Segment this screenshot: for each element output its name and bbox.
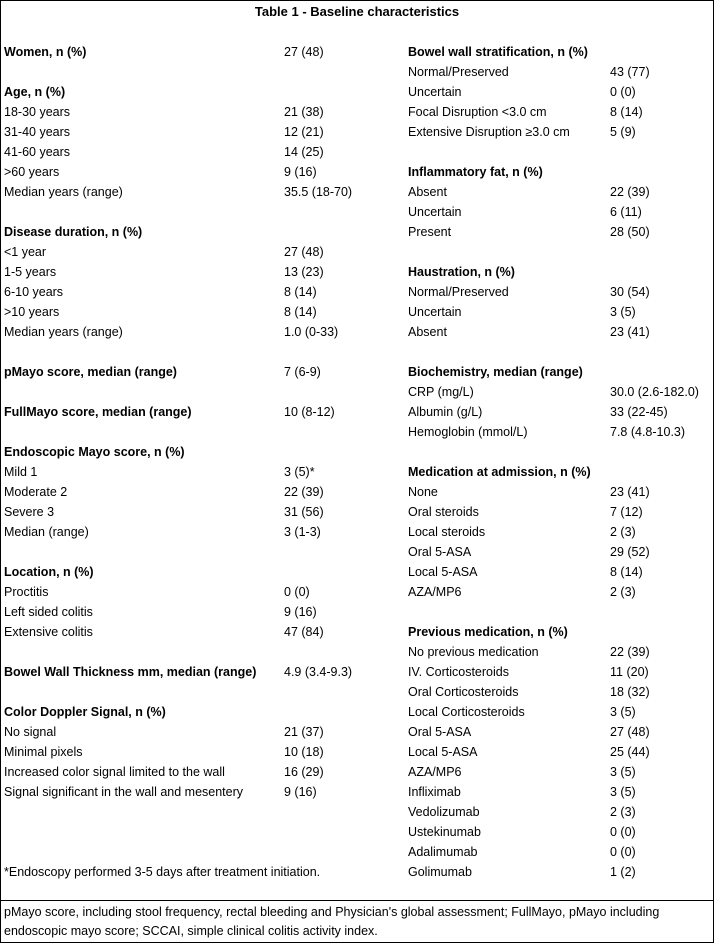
- row-label: Increased color signal limited to the wall: [4, 765, 225, 779]
- row-value: 22 (39): [610, 645, 650, 659]
- row-value: 27 (48): [610, 725, 650, 739]
- row-label: Extensive colitis: [4, 625, 93, 639]
- table-row: [408, 862, 712, 882]
- section-header-row: [408, 162, 712, 182]
- table-row: [408, 122, 712, 142]
- row-value: 23 (41): [610, 485, 650, 499]
- row-label: Present: [408, 225, 452, 239]
- row-spacer: [408, 242, 712, 262]
- table-row: [408, 482, 712, 502]
- row-label: Uncertain: [408, 205, 462, 219]
- row-label: Signal significant in the wall and mesentery: [4, 785, 244, 799]
- table-row: [408, 322, 712, 342]
- row-label: No previous medication: [408, 645, 539, 659]
- row-spacer: [4, 342, 400, 362]
- row-value: 21 (37): [284, 725, 324, 739]
- table-row: [4, 602, 400, 622]
- row-label: Oral 5-ASA: [408, 545, 472, 559]
- row-value: 14 (25): [284, 145, 324, 159]
- row-label: Normal/Preserved: [408, 285, 509, 299]
- row-label: Median (range): [4, 525, 89, 539]
- table-row: [4, 722, 400, 742]
- section-label: Bowel Wall Thickness mm, median (range): [4, 665, 257, 679]
- row-label: Ustekinumab: [408, 825, 481, 839]
- row-label: Albumin (g/L): [408, 405, 483, 419]
- table-row: [4, 302, 400, 322]
- table-row: [4, 262, 400, 282]
- table-row: [408, 282, 712, 302]
- table-row: [408, 542, 712, 562]
- row-label: Uncertain: [408, 305, 462, 319]
- row-value: 6 (11): [610, 205, 642, 219]
- row-value: 8 (14): [610, 565, 643, 579]
- row-label: Median years (range): [4, 185, 123, 199]
- row-label: Severe 3: [4, 505, 55, 519]
- table-row: [408, 582, 712, 602]
- row-spacer: [4, 62, 400, 82]
- row-label: None: [408, 485, 438, 499]
- row-value: 7 (6-9): [284, 365, 321, 379]
- row-value: 3 (5)*: [284, 465, 315, 479]
- row-label: Focal Disruption <3.0 cm: [408, 105, 547, 119]
- table-row: [408, 662, 712, 682]
- row-label: 41-60 years: [4, 145, 71, 159]
- row-value: 2 (3): [610, 805, 636, 819]
- section-header-row: [408, 42, 712, 62]
- table-row: [4, 322, 400, 342]
- table-row: [408, 182, 712, 202]
- section-header-row: [4, 662, 400, 682]
- row-spacer: [408, 602, 712, 622]
- row-label: Extensive Disruption ≥3.0 cm: [408, 125, 570, 139]
- table-row: [408, 302, 712, 322]
- row-label: Normal/Preserved: [408, 65, 509, 79]
- table-row: [408, 782, 712, 802]
- left-column: [4, 42, 400, 802]
- row-value: 43 (77): [610, 65, 650, 79]
- row-value: 27 (48): [284, 245, 324, 259]
- row-value: 3 (5): [610, 785, 636, 799]
- table-row: [408, 422, 712, 442]
- row-label: Hemoglobin (mmol/L): [408, 425, 528, 439]
- row-label: Absent: [408, 185, 447, 199]
- row-label: >60 years: [4, 165, 60, 179]
- table-row: [408, 102, 712, 122]
- row-label: Absent: [408, 325, 447, 339]
- row-label: Mild 1: [4, 465, 38, 479]
- row-value: 7 (12): [610, 505, 643, 519]
- row-value: 0 (0): [610, 85, 636, 99]
- section-label: Bowel wall stratification, n (%): [408, 45, 588, 59]
- row-value: 13 (23): [284, 265, 324, 279]
- row-spacer: [4, 382, 400, 402]
- table-row: [4, 502, 400, 522]
- right-column: [408, 42, 712, 882]
- table-row: [4, 462, 400, 482]
- section-label: Haustration, n (%): [408, 265, 515, 279]
- row-value: 25 (44): [610, 745, 650, 759]
- section-header-row: [4, 562, 400, 582]
- row-label: Vedolizumab: [408, 805, 480, 819]
- table-title: Table 1 - Baseline characteristics: [254, 4, 460, 19]
- row-spacer: [4, 682, 400, 702]
- table-row: [408, 742, 712, 762]
- row-value: 1.0 (0-33): [284, 325, 339, 339]
- row-label: Adalimumab: [408, 845, 478, 859]
- row-value: 12 (21): [284, 125, 324, 139]
- table-row: [408, 682, 712, 702]
- row-spacer: [4, 642, 400, 662]
- table-row: [408, 702, 712, 722]
- table-row: [4, 102, 400, 122]
- row-label: Local Corticosteroids: [408, 705, 525, 719]
- row-value: 21 (38): [284, 105, 324, 119]
- row-label: Proctitis: [4, 585, 49, 599]
- table-row: [408, 62, 712, 82]
- row-value: 2 (3): [610, 585, 636, 599]
- row-spacer: [4, 422, 400, 442]
- table-row: [408, 562, 712, 582]
- table-row: [408, 82, 712, 102]
- row-value: 30.0 (2.6-182.0): [610, 385, 699, 399]
- row-value: 0 (0): [610, 825, 636, 839]
- footnote: *Endoscopy performed 3-5 days after treatment initiation.: [4, 865, 321, 879]
- section-label: FullMayo score, median (range): [4, 405, 192, 419]
- row-value: 9 (16): [284, 785, 317, 799]
- section-label: Color Doppler Signal, n (%): [4, 705, 166, 719]
- row-label: Median years (range): [4, 325, 123, 339]
- table-row: [4, 782, 400, 802]
- row-value: 3 (1-3): [284, 525, 321, 539]
- row-value: 3 (5): [610, 305, 636, 319]
- row-value: 9 (16): [284, 605, 317, 619]
- section-header-row: [408, 362, 712, 382]
- section-header-row: [4, 42, 400, 62]
- table-row: [408, 822, 712, 842]
- row-label: <1 year: [4, 245, 47, 259]
- section-label: Endoscopic Mayo score, n (%): [4, 445, 185, 459]
- section-label: Age, n (%): [4, 85, 66, 99]
- table-row: [4, 122, 400, 142]
- row-label: 31-40 years: [4, 125, 71, 139]
- table-row: [408, 842, 712, 862]
- row-label: Infliximab: [408, 785, 461, 799]
- section-header-row: [408, 262, 712, 282]
- table-row: [4, 582, 400, 602]
- row-label: Oral Corticosteroids: [408, 685, 519, 699]
- row-value: 4.9 (3.4-9.3): [284, 665, 353, 679]
- row-value: 3 (5): [610, 765, 636, 779]
- row-value: 47 (84): [284, 625, 324, 639]
- row-value: 29 (52): [610, 545, 650, 559]
- row-label: 18-30 years: [4, 105, 71, 119]
- footer-divider: [0, 900, 714, 901]
- section-label: Location, n (%): [4, 565, 94, 579]
- row-label: 1-5 years: [4, 265, 57, 279]
- row-label: Local 5-ASA: [408, 565, 478, 579]
- table-row: [4, 242, 400, 262]
- row-value: 33 (22-45): [610, 405, 668, 419]
- row-value: 31 (56): [284, 505, 324, 519]
- row-value: 8 (14): [610, 105, 643, 119]
- table-row: [4, 762, 400, 782]
- table-row: [408, 402, 712, 422]
- row-spacer: [408, 142, 712, 162]
- section-label: Disease duration, n (%): [4, 225, 143, 239]
- row-label: AZA/MP6: [408, 585, 462, 599]
- table-row: [408, 642, 712, 662]
- table-row: [408, 762, 712, 782]
- table-row: [4, 482, 400, 502]
- row-value: 23 (41): [610, 325, 650, 339]
- row-spacer: [408, 442, 712, 462]
- table-row: [408, 222, 712, 242]
- row-value: 1 (2): [610, 865, 636, 879]
- row-label: >10 years: [4, 305, 60, 319]
- table-row: [4, 522, 400, 542]
- row-label: CRP (mg/L): [408, 385, 474, 399]
- table-row: [408, 522, 712, 542]
- table-row: [408, 502, 712, 522]
- row-value: 30 (54): [610, 285, 650, 299]
- table-row: [4, 162, 400, 182]
- table-row: [408, 382, 712, 402]
- row-value: 18 (32): [610, 685, 650, 699]
- table-row: [4, 282, 400, 302]
- row-label: IV. Corticosteroids: [408, 665, 509, 679]
- section-header-row: [4, 222, 400, 242]
- table-row: [4, 182, 400, 202]
- row-value: 7.8 (4.8-10.3): [610, 425, 686, 439]
- row-value: 3 (5): [610, 705, 636, 719]
- row-label: AZA/MP6: [408, 765, 462, 779]
- row-value: 0 (0): [610, 845, 636, 859]
- row-label: Minimal pixels: [4, 745, 83, 759]
- section-header-row: [4, 402, 400, 422]
- section-header-row: [408, 622, 712, 642]
- table-row: [4, 742, 400, 762]
- row-label: Moderate 2: [4, 485, 68, 499]
- section-label: Women, n (%): [4, 45, 87, 59]
- row-value: 2 (3): [610, 525, 636, 539]
- table-row: [4, 622, 400, 642]
- row-label: Uncertain: [408, 85, 462, 99]
- row-value: 10 (8-12): [284, 405, 335, 419]
- row-value: 8 (14): [284, 305, 317, 319]
- row-value: 35.5 (18-70): [284, 185, 353, 199]
- section-header-row: [408, 462, 712, 482]
- section-label: Inflammatory fat, n (%): [408, 165, 543, 179]
- section-header-row: [4, 362, 400, 382]
- table-row: [408, 202, 712, 222]
- row-value: 22 (39): [610, 185, 650, 199]
- row-spacer: [408, 342, 712, 362]
- section-header-row: [4, 702, 400, 722]
- table-row: [408, 802, 712, 822]
- row-value: 28 (50): [610, 225, 650, 239]
- row-label: No signal: [4, 725, 57, 739]
- row-value: 9 (16): [284, 165, 317, 179]
- section-label: Biochemistry, median (range): [408, 365, 583, 379]
- section-label: Medication at admission, n (%): [408, 465, 591, 479]
- row-value: 10 (18): [284, 745, 324, 759]
- section-header-row: [4, 82, 400, 102]
- row-spacer: [4, 202, 400, 222]
- row-spacer: [4, 542, 400, 562]
- row-label: Left sided colitis: [4, 605, 93, 619]
- table-row: [408, 722, 712, 742]
- section-label: Previous medication, n (%): [408, 625, 568, 639]
- table-row: [4, 142, 400, 162]
- row-label: Local 5-ASA: [408, 745, 478, 759]
- row-value: 0 (0): [284, 585, 310, 599]
- row-label: Golimumab: [408, 865, 472, 879]
- row-value: 22 (39): [284, 485, 324, 499]
- abbreviations-footer: pMayo score, including stool frequency, rectal bleeding and Physician's global assessment; FullMayo, pMayo including endoscopic mayo score; SCCAI, simple clinical colitis activity index.: [4, 905, 660, 938]
- row-value: 27 (48): [284, 45, 324, 59]
- row-label: Oral 5-ASA: [408, 725, 472, 739]
- row-label: Oral steroids: [408, 505, 479, 519]
- section-label: pMayo score, median (range): [4, 365, 177, 379]
- row-value: 8 (14): [284, 285, 317, 299]
- section-header-row: [4, 442, 400, 462]
- row-value: 5 (9): [610, 125, 636, 139]
- row-label: 6-10 years: [4, 285, 64, 299]
- row-value: 16 (29): [284, 765, 324, 779]
- row-label: Local steroids: [408, 525, 486, 539]
- row-value: 11 (20): [610, 665, 649, 679]
